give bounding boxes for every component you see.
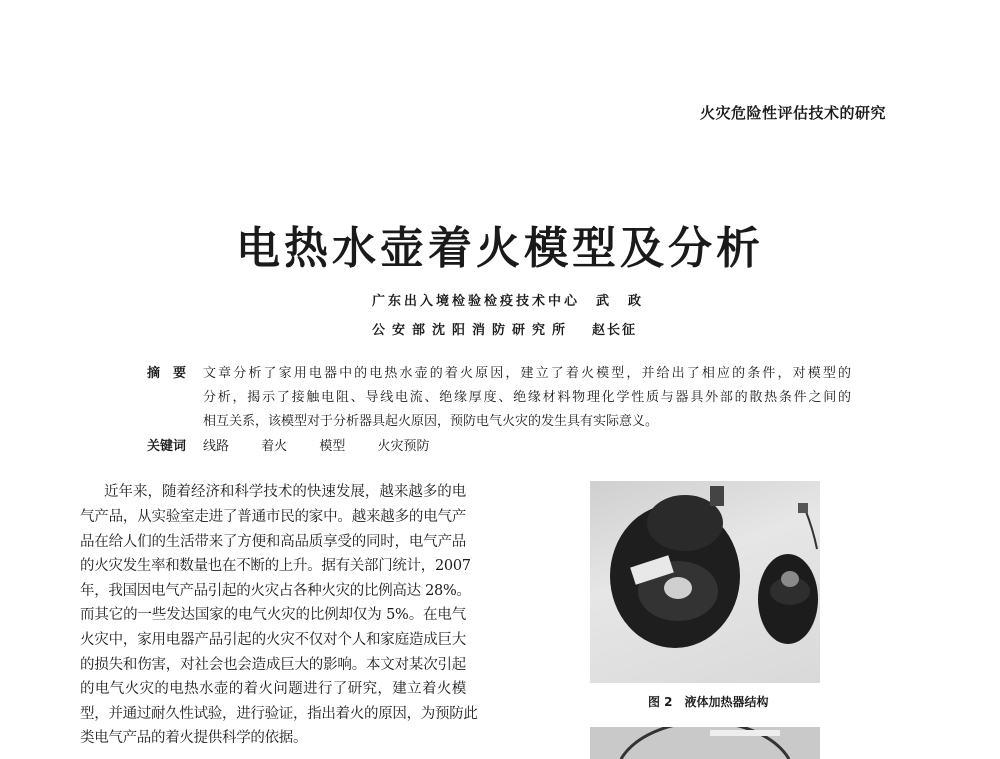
figure-2-photo	[590, 481, 820, 683]
abstract-line: 文章分析了家用电器中的电热水壶的着火原因，建立了着火模型，并给出了相应的条件，对模型的	[203, 366, 851, 381]
abstract-label: 摘 要	[147, 366, 187, 381]
paper-title: 电热水壶着火模型及分析	[236, 223, 764, 274]
body-line: 近年来，随着经济和科学技术的快速发展，越来越多的电	[104, 484, 466, 500]
keyword: 线路	[203, 439, 230, 454]
body-line: 的电气火灾的电热水壶的着火问题进行了研究，建立着火模	[80, 681, 466, 697]
author-name: 武 政	[596, 294, 645, 309]
author-name: 赵长征	[592, 323, 638, 338]
body-line: 而其它的一些发达国家的电气火灾的比例却仅为 5%。在电气	[80, 607, 466, 623]
keyword: 着火	[261, 439, 288, 454]
body-line: 的火灾发生率和数量也在不断的上升。据有关部门统计，2007	[80, 558, 471, 574]
abstract-line: 相互关系，该模型对于分析器具起火原因，预防电气火灾的发生具有实际意义。	[203, 414, 659, 429]
author-line	[372, 290, 644, 309]
keyword: 火灾预防	[377, 439, 430, 454]
running-header: 火灾危险性评估技术的研究	[700, 104, 887, 122]
body-line: 年，我国因电气产品引起的火灾占各种火灾的比例高达 28%。	[80, 583, 471, 599]
keywords	[203, 435, 447, 454]
body-line: 型，并通过耐久性试验，进行验证，指出着火的原因，为预防此	[80, 706, 478, 722]
keywords-label: 关键词	[147, 439, 187, 454]
body-line: 的损失和伤害，对社会也会造成巨大的影响。本文对某次引起	[80, 657, 466, 673]
body-line: 气产品，从实验室走进了普通市民的家中。越来越多的电气产	[80, 509, 466, 525]
kettle-interior-photo-image	[590, 727, 820, 759]
body-line: 火灾中，家用电器产品引起的火灾不仅对个人和家庭造成巨大	[80, 632, 466, 648]
body-line: 品在给人们的生活带来了方便和高品质享受的同时，电气产品	[80, 534, 466, 550]
figure-caption: 图 2 液体加热器结构	[648, 695, 769, 709]
author-line	[372, 319, 637, 338]
abstract-line: 分析，揭示了接触电阻、导线电流、绝缘厚度、绝缘材料物理化学性质与器具外部的散热条件之间的	[203, 390, 851, 405]
keyword: 模型	[319, 439, 346, 454]
body-line: 类电气产品的着火提供科学的依据。	[80, 730, 308, 746]
figure-3-photo	[590, 727, 820, 759]
affiliation: 公安部沈阳消防研究所	[372, 323, 573, 338]
kettle-photo-image	[590, 481, 820, 683]
affiliation: 广东出入境检验检疫技术中心	[372, 294, 581, 309]
